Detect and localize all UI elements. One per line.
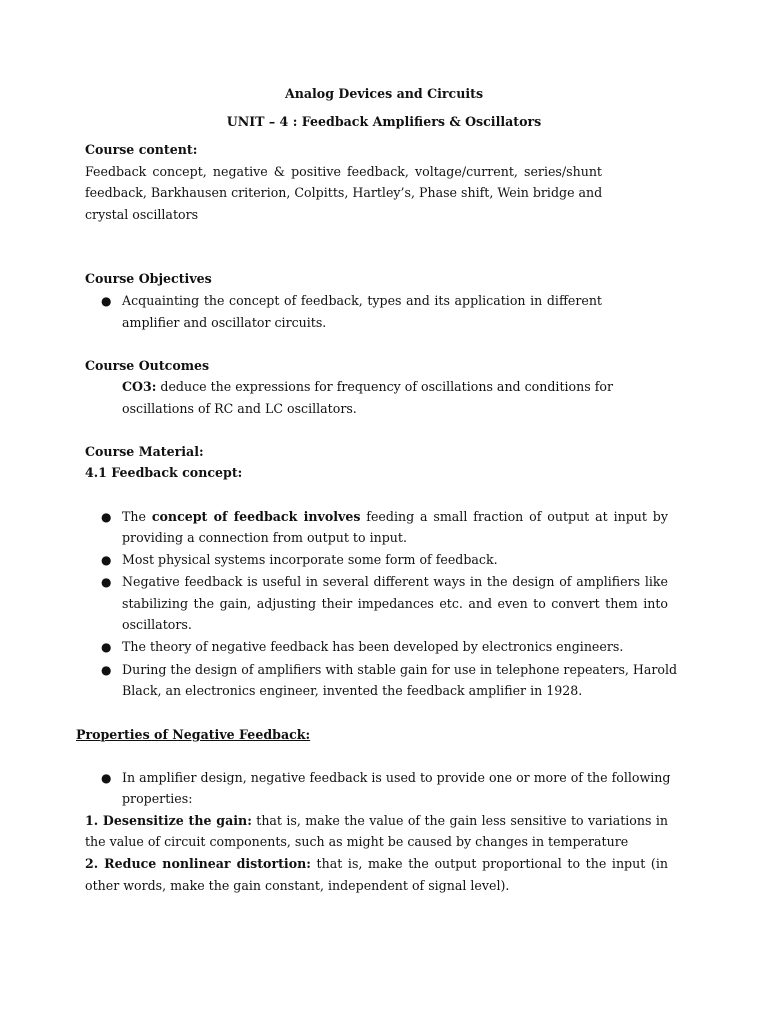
feedback-bullet-line: Black, an electronics engineer, invented the feedback amplifier in 1928.	[122, 683, 583, 698]
course-content-line: crystal oscillators	[85, 207, 199, 222]
course-material-heading: Course Material:	[85, 444, 204, 459]
objective-line: amplifier and oscillator circuits.	[122, 315, 327, 330]
bullet-dot-icon: ●	[101, 640, 112, 654]
bullet-dot-icon: ●	[101, 663, 112, 677]
document-title: Analog Devices and Circuits	[284, 86, 484, 101]
bullet-dot-icon: ●	[101, 771, 112, 785]
feedback-bullet-line	[122, 509, 668, 525]
co-label: CO3:	[122, 379, 157, 394]
objective-line: Acquainting the concept of feedback, types and its application in different	[122, 293, 602, 308]
outcome-line	[122, 379, 613, 395]
co-text: deduce the expressions for frequency of oscillations and conditions for	[156, 379, 613, 394]
text-run: The	[122, 509, 152, 524]
course-content-line: Feedback concept, negative & positive feedback, voltage/current, series/shunt	[85, 164, 602, 179]
property-line: the value of circuit components, such as might be caused by changes in temperature	[85, 834, 629, 849]
feedback-bullet-line: stabilizing the gain, adjusting their impedances etc. and even to convert them into	[122, 596, 668, 611]
feedback-bullet-line: Negative feedback is useful in several different ways in the design of amplifiers like	[122, 574, 668, 589]
course-content-heading: Course content:	[85, 142, 198, 157]
properties-bullet-line: In amplifier design, negative feedback is used to provide one or more of the following	[122, 770, 671, 785]
course-outcomes-heading: Course Outcomes	[85, 358, 210, 373]
bullet-dot-icon: ●	[101, 553, 112, 567]
property-line	[85, 813, 668, 829]
text-run-bold: 1. Desensitize the gain:	[85, 813, 252, 828]
bullet-dot-icon: ●	[101, 510, 112, 524]
feedback-bullet-line: Most physical systems incorporate some form of feedback.	[122, 552, 498, 567]
text-run: that is, make the value of the gain less sensitive to variations in	[251, 813, 668, 828]
properties-heading: Properties of Negative Feedback:	[76, 727, 311, 742]
outcome-line: oscillations of RC and LC oscillators.	[122, 401, 357, 416]
feedback-bullet-line: During the design of amplifiers with stable gain for use in telephone repeaters, Harold	[122, 662, 678, 677]
text-run-bold: concept of feedback involves	[151, 509, 361, 524]
text-run: feeding a small fraction of output at input by	[360, 509, 668, 524]
bullet-dot-icon: ●	[101, 575, 112, 589]
section-heading: 4.1 Feedback concept:	[85, 465, 243, 480]
text-run-bold: 2. Reduce nonlinear distortion:	[85, 856, 311, 871]
property-line	[85, 856, 668, 872]
properties-bullet-line: properties:	[122, 791, 193, 806]
feedback-bullet-line: oscillators.	[122, 617, 192, 632]
text-run: that is, make the output proportional to the input (in	[310, 856, 668, 871]
property-line: other words, make the gain constant, independent of signal level).	[85, 878, 510, 893]
unit-title: UNIT – 4 : Feedback Amplifiers & Oscillators	[226, 114, 542, 129]
bullet-dot-icon: ●	[101, 294, 112, 308]
course-objectives-heading: Course Objectives	[85, 271, 212, 286]
feedback-bullet-line: providing a connection from output to input.	[122, 530, 407, 545]
course-content-line: feedback, Barkhausen criterion, Colpitts, Hartley’s, Phase shift, Wein bridge and	[85, 185, 603, 200]
feedback-bullet-line: The theory of negative feedback has been developed by electronics engineers.	[122, 639, 624, 654]
